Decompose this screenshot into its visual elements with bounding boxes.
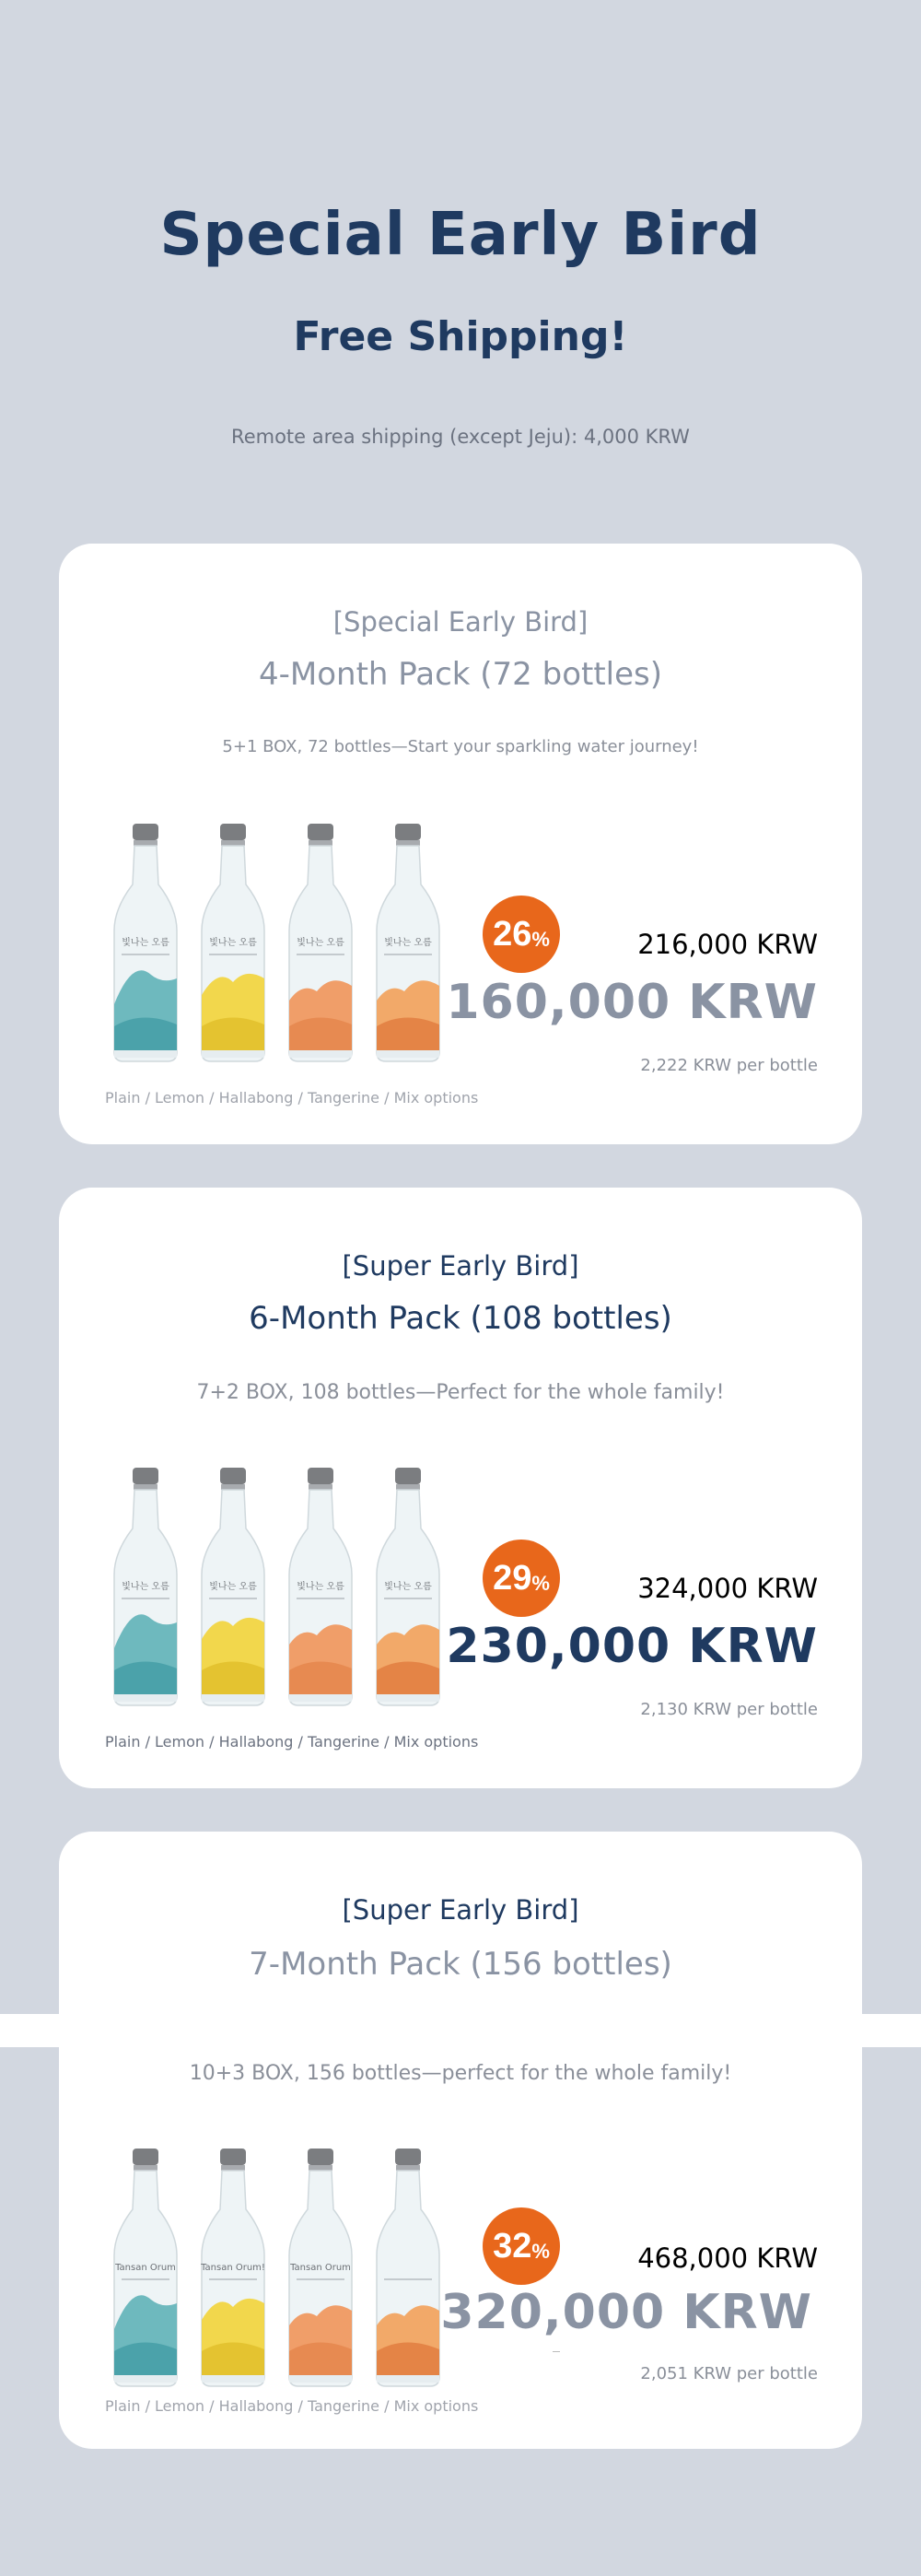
bottle-hallabong xyxy=(280,2145,361,2394)
bottle-plain xyxy=(105,820,186,1069)
original-price: 324,000 KRW xyxy=(637,1573,818,1604)
card-tag: [Super Early Bird] xyxy=(342,1894,579,1926)
per-bottle-price: 2,130 KRW per bottle xyxy=(640,1700,818,1719)
pack-card-6-month[interactable] xyxy=(59,1188,862,1788)
discount-badge xyxy=(483,1540,560,1617)
bottle-hallabong xyxy=(280,820,361,1069)
svg-text:Tansan Orum!: Tansan Orum! xyxy=(201,2263,265,2273)
svg-text:Tansan Orum: Tansan Orum xyxy=(115,2263,176,2273)
page-subtitle: Free Shipping! xyxy=(293,313,628,360)
bottle-image-group xyxy=(105,820,466,1069)
discount-value: 32 xyxy=(493,2226,532,2266)
discount-badge xyxy=(483,2207,560,2285)
discount-value: 26 xyxy=(493,914,532,954)
bottle-lemon xyxy=(192,1464,274,1713)
per-bottle-price: 2,051 KRW per bottle xyxy=(640,2364,818,2383)
page-title: Special Early Bird xyxy=(159,201,762,269)
flavor-options: Plain / Lemon / Hallabong / Tangerine / Mix options xyxy=(105,1733,479,1751)
svg-text:빛나는 오름: 빛나는 오름 xyxy=(209,938,257,948)
bottle-image-group xyxy=(105,2145,466,2394)
per-bottle-price: 2,222 KRW per bottle xyxy=(640,1056,818,1075)
svg-text:빛나는 오름: 빛나는 오름 xyxy=(297,938,344,948)
original-price: 216,000 KRW xyxy=(637,929,818,960)
bottle-image-group xyxy=(105,1464,466,1713)
divider-mark xyxy=(553,2351,560,2352)
svg-text:Tansan Orum: Tansan Orum xyxy=(290,2263,351,2273)
percent-sign: % xyxy=(531,928,550,951)
discount-value: 29 xyxy=(493,1558,532,1598)
bottle-plain xyxy=(105,1464,186,1713)
discount-badge xyxy=(483,896,560,973)
svg-text:빛나는 오름: 빛나는 오름 xyxy=(209,1582,257,1592)
sale-price: 230,000 KRW xyxy=(446,1619,818,1674)
svg-text:빛나는 오름: 빛나는 오름 xyxy=(122,1582,169,1592)
card-pack-title: 6-Month Pack (108 bottles) xyxy=(249,1300,672,1337)
bottle-hallabong xyxy=(280,1464,361,1713)
bottle-tangerine xyxy=(367,1464,449,1713)
card-description: 10+3 BOX, 156 bottles—perfect for the whole family! xyxy=(189,2062,732,2085)
shipping-note: Remote area shipping (except Jeju): 4,000 KRW xyxy=(231,426,690,448)
original-price: 468,000 KRW xyxy=(637,2242,818,2274)
card-tag: [Special Early Bird] xyxy=(332,606,589,638)
bottle-lemon xyxy=(192,820,274,1069)
sale-price: 320,000 KRW xyxy=(440,2285,812,2340)
svg-text:빛나는 오름: 빛나는 오름 xyxy=(384,1582,432,1592)
flavor-options: Plain / Lemon / Hallabong / Tangerine / Mix options xyxy=(105,2397,479,2415)
sale-price: 160,000 KRW xyxy=(446,975,818,1030)
bottle-lemon xyxy=(192,2145,274,2394)
card-pack-title: 7-Month Pack (156 bottles) xyxy=(249,1946,672,1983)
card-description: 5+1 BOX, 72 bottles—Start your sparkling water journey! xyxy=(222,737,699,756)
card-pack-title: 4-Month Pack (72 bottles) xyxy=(259,656,662,693)
svg-text:빛나는 오름: 빛나는 오름 xyxy=(297,1582,344,1592)
bottle-tangerine xyxy=(367,2145,449,2394)
flavor-options: Plain / Lemon / Hallabong / Tangerine / Mix options xyxy=(105,1089,479,1107)
percent-sign: % xyxy=(531,1572,550,1595)
bottle-tangerine xyxy=(367,820,449,1069)
bottle-plain xyxy=(105,2145,186,2394)
svg-text:빛나는 오름: 빛나는 오름 xyxy=(384,938,432,948)
svg-text:빛나는 오름: 빛나는 오름 xyxy=(122,938,169,948)
pack-card-7-month[interactable] xyxy=(59,1832,862,2449)
pack-card-4-month[interactable] xyxy=(59,544,862,1144)
card-tag: [Super Early Bird] xyxy=(342,1250,579,1282)
percent-sign: % xyxy=(531,2240,550,2263)
card-description: 7+2 BOX, 108 bottles—Perfect for the whole family! xyxy=(196,1381,725,1404)
